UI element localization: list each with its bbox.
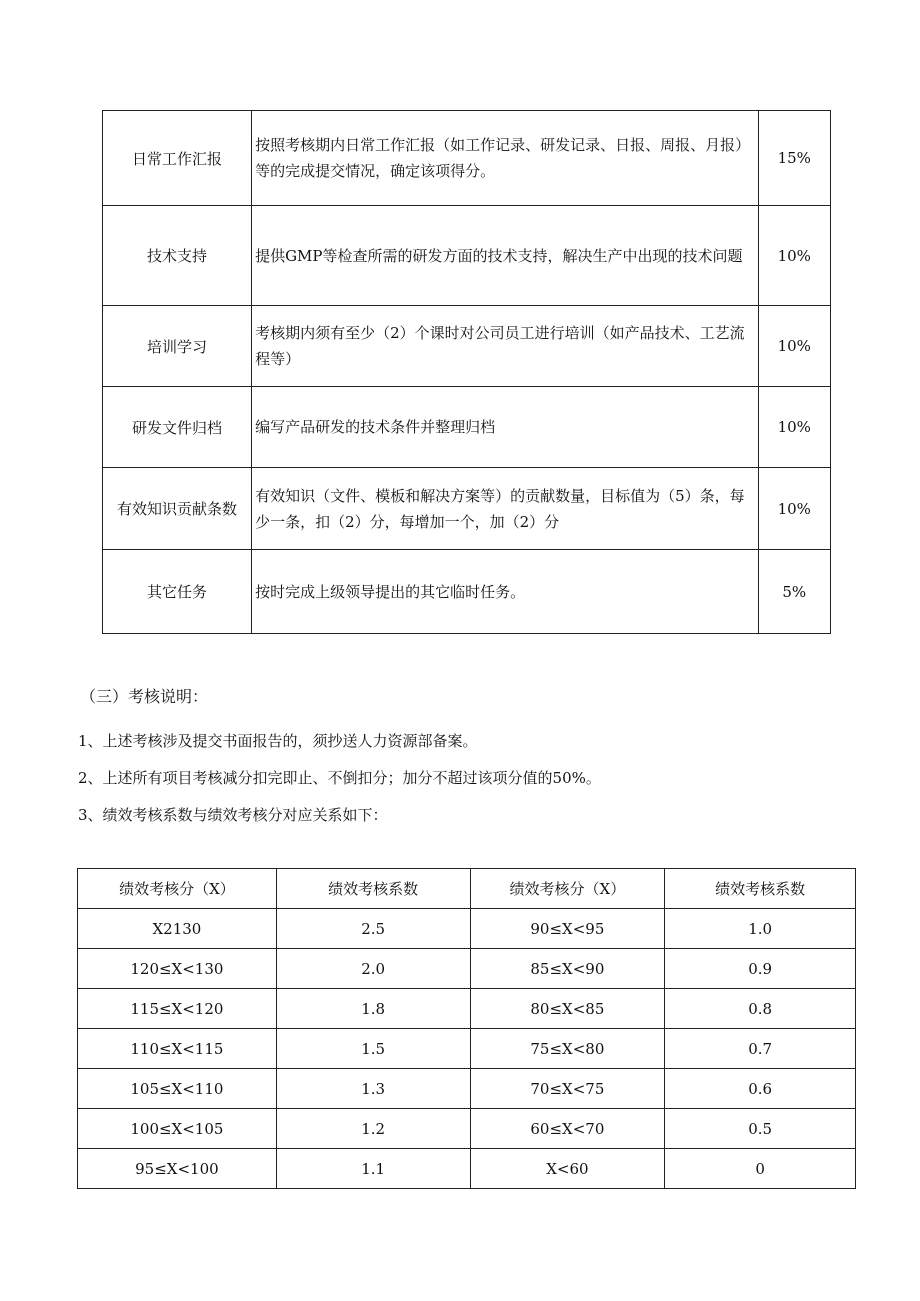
table-row [103,387,831,468]
section-title: （三）考核说明： [80,687,209,706]
table-cell: 1.3 [276,1069,470,1109]
table-row [78,1149,856,1189]
table-cell: 100≤X<105 [78,1109,277,1149]
task-weight: 5% [758,550,830,634]
table-cell: 0.5 [665,1109,856,1149]
table-row [103,550,831,634]
column-header: 绩效考核分（X） [78,869,277,909]
table-cell: 1.2 [276,1109,470,1149]
table-cell: 115≤X<120 [78,989,277,1029]
task-name: 培训学习 [103,306,252,387]
table-cell: X2130 [78,909,277,949]
column-header: 绩效考核系数 [665,869,856,909]
table-cell: 105≤X<110 [78,1069,277,1109]
table-cell: 1.5 [276,1029,470,1069]
task-description: 按时完成上级领导提出的其它临时任务。 [252,550,758,634]
task-weight: 10% [758,468,830,550]
task-weight: 10% [758,306,830,387]
table-header-row [78,869,856,909]
task-name: 有效知识贡献条数 [103,468,252,550]
note-line: 2、上述所有项目考核减分扣完即止、不倒扣分；加分不超过该项分值的50%。 [78,769,601,787]
task-weight: 10% [758,206,830,306]
table-cell: 0.6 [665,1069,856,1109]
column-header: 绩效考核系数 [276,869,470,909]
score-table [77,868,856,1189]
table-row [78,909,856,949]
table-row [103,111,831,206]
task-name: 研发文件归档 [103,387,252,468]
table-cell: 2.5 [276,909,470,949]
table-cell: 90≤X<95 [470,909,665,949]
table-row [78,1029,856,1069]
task-description: 编写产品研发的技术条件并整理归档 [252,387,758,468]
task-description: 按照考核期内日常工作汇报（如工作记录、研发记录、日报、周报、月报）等的完成提交情况，确定该项得分。 [252,111,758,206]
table-cell: 60≤X<70 [470,1109,665,1149]
table-cell: 120≤X<130 [78,949,277,989]
table-cell: 1.8 [276,989,470,1029]
task-description: 有效知识（文件、模板和解决方案等）的贡献数量，目标值为（5）条，每少一条，扣（2）分，每增加一个，加（2）分 [252,468,758,550]
note-line: 3、绩效考核系数与绩效考核分对应关系如下： [78,806,388,824]
task-name: 日常工作汇报 [103,111,252,206]
table-cell: 0 [665,1149,856,1189]
note-line: 1、上述考核涉及提交书面报告的，须抄送人力资源部备案。 [78,732,478,750]
task-weight: 10% [758,387,830,468]
table-cell: 95≤X<100 [78,1149,277,1189]
table-row [78,989,856,1029]
task-table [102,110,831,634]
table-row [103,206,831,306]
table-cell: 0.8 [665,989,856,1029]
task-name: 技术支持 [103,206,252,306]
table-row [78,1109,856,1149]
table-cell: 2.0 [276,949,470,989]
table-row [78,1069,856,1109]
column-header: 绩效考核分（X） [470,869,665,909]
table-cell: 1.1 [276,1149,470,1189]
table-cell: 0.7 [665,1029,856,1069]
table-cell: 0.9 [665,949,856,989]
task-name: 其它任务 [103,550,252,634]
table-cell: 110≤X<115 [78,1029,277,1069]
table-cell: 80≤X<85 [470,989,665,1029]
table-row [103,306,831,387]
table-cell: 75≤X<80 [470,1029,665,1069]
table-cell: 85≤X<90 [470,949,665,989]
table-cell: 1.0 [665,909,856,949]
task-weight: 15% [758,111,830,206]
task-description: 提供GMP等检查所需的研发方面的技术支持，解决生产中出现的技术问题 [252,206,758,306]
task-description: 考核期内须有至少（2）个课时对公司员工进行培训（如产品技术、工艺流程等） [252,306,758,387]
table-cell: 70≤X<75 [470,1069,665,1109]
table-cell: X<60 [470,1149,665,1189]
table-row [78,949,856,989]
table-row [103,468,831,550]
